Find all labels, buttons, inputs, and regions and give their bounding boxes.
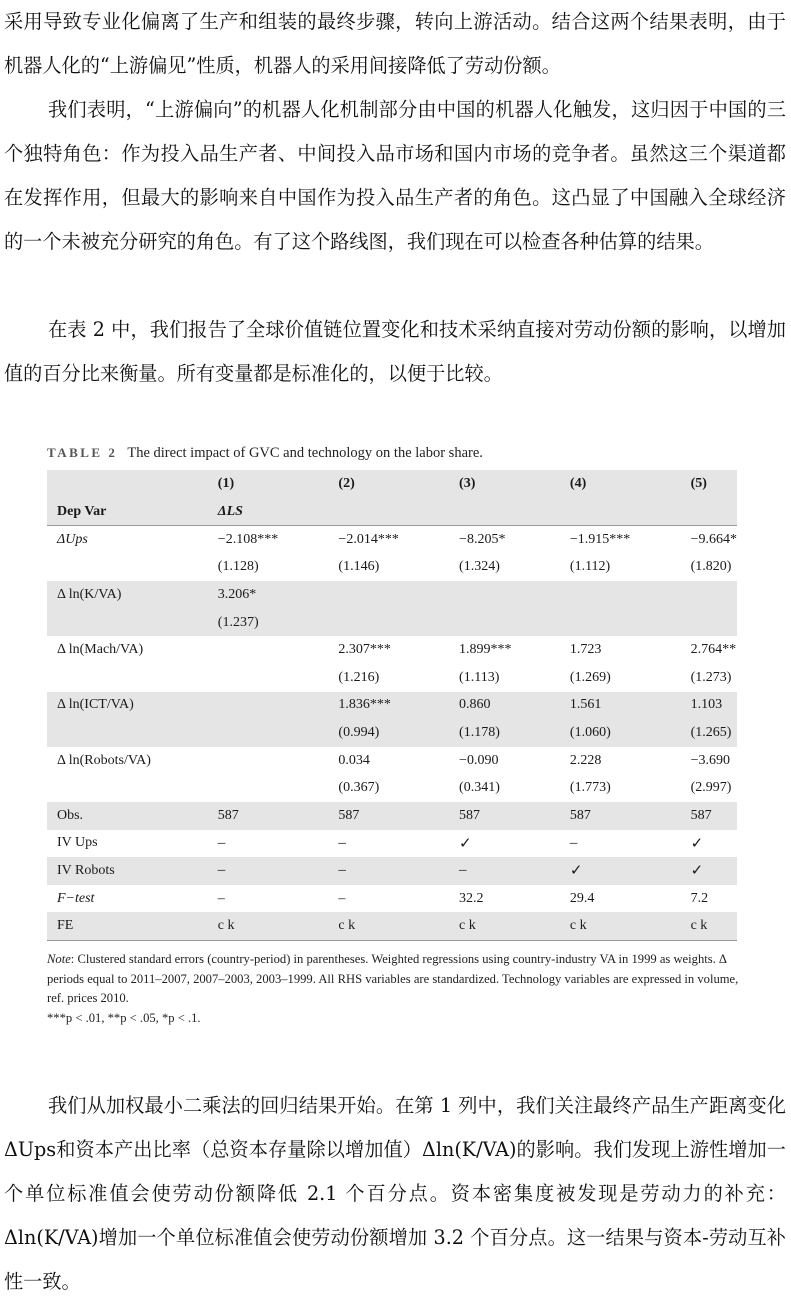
se-cell (449, 609, 560, 637)
row-label: Δ ln(Robots/VA) (57, 752, 151, 768)
table-row (47, 609, 737, 637)
row-label: IV Ups (57, 835, 98, 851)
se-cell (681, 609, 737, 637)
se-cell: (1.146) (338, 559, 380, 575)
table-row (47, 554, 737, 582)
coef-cell: 2.228 (569, 752, 602, 768)
coef-cell: 0.860 (449, 692, 560, 720)
note-lead: Note (47, 952, 71, 966)
coef-cell (681, 581, 737, 609)
se-cell: (1.273) (690, 669, 732, 685)
column-number: (2) (328, 470, 449, 498)
paragraph-2: 我们表明，“上游偏向”的机器人化机制部分由中国的机器人化触发，这归因于中国的三个独特角色：作为投入品生产者、中间投入品市场和国内市场的竞争者。虽然这三个渠道都在发挥作用，但最大的影响来自中国作为投入品生产者的角色。这凸显了中国融入全球经济的一个未被充分研究的角色。有了这个路线图，我们现在可以检查各种估算的结果。 (4, 98, 786, 253)
se-cell (560, 609, 681, 637)
se-cell: (0.341) (459, 780, 500, 796)
paragraph-4: 我们从加权最小二乘法的回归结果开始。在第 1 列中，我们关注最终产品生产距离变化ΔUps和资本产出比率（总资本存量除以增加值）Δln(K/VA)的影响。我们发现上游性增加一个单位标准值会使劳动份额降低 2.1 个百分点。资本密集度被发现是劳动力的补充：Δln(K/VA)增加一个单位标准值会使劳动份额增加 3.2 个百分点。这一结果与资本-劳动互补性一致。 (4, 1094, 786, 1293)
table-caption (47, 445, 747, 462)
indicator-cell: – (208, 857, 329, 885)
coef-cell (208, 692, 329, 720)
empty-header-cell (47, 470, 208, 498)
stat-cell: c k (681, 912, 737, 940)
column-number: (5) (681, 470, 737, 498)
iv-ups-row (47, 830, 737, 858)
dep-var-label: Dep Var (47, 498, 208, 526)
fe-row (47, 912, 737, 940)
column-number: (1) (208, 470, 329, 498)
coef-cell: −8.205* (459, 531, 506, 547)
stat-cell: c k (208, 912, 329, 940)
se-cell: (1.060) (560, 719, 681, 747)
stat-cell: 587 (560, 802, 681, 830)
se-cell: (1.324) (459, 559, 500, 575)
se-cell: (1.113) (459, 669, 500, 685)
se-cell (208, 774, 329, 802)
obs-row (47, 802, 737, 830)
row-label: Obs. (47, 802, 208, 830)
coef-cell (208, 747, 329, 775)
table-row (47, 581, 737, 609)
coef-cell: 1.899*** (459, 642, 512, 658)
coef-cell: 1.836*** (328, 692, 449, 720)
coef-cell (560, 581, 681, 609)
stat-cell: 7.2 (690, 890, 709, 906)
coef-cell: 3.206* (208, 581, 329, 609)
se-cell: (1.773) (569, 780, 611, 796)
coef-cell: −3.690 (690, 752, 730, 768)
stat-cell: 587 (328, 802, 449, 830)
dep-var-value: ΔLS (208, 498, 329, 526)
dep-var-row (47, 498, 737, 526)
indicator-cell: – (569, 834, 578, 851)
indicator-cell: – (217, 834, 226, 851)
se-cell: (1.820) (690, 559, 732, 575)
coef-cell: 1.723 (569, 642, 602, 658)
paragraph-3: 在表 2 中，我们报告了全球价值链位置变化和技术采纳直接对劳动份额的影响，以增加值的百分比来衡量。所有变量都是标准化的，以便于比较。 (4, 318, 786, 385)
se-cell: (1.112) (569, 559, 611, 575)
coef-cell: 0.034 (338, 752, 370, 768)
check-icon: ✓ (560, 857, 681, 885)
check-icon: ✓ (681, 857, 737, 885)
se-cell (208, 719, 329, 747)
coef-cell: −0.090 (459, 752, 499, 768)
stat-cell: 32.2 (459, 890, 484, 906)
se-cell: (0.367) (338, 780, 380, 796)
se-cell (208, 664, 329, 692)
row-label: FE (47, 912, 208, 940)
table-row (47, 692, 737, 720)
significance-legend: ***p < .01, **p < .05, *p < .1. (47, 1010, 201, 1025)
indicator-cell: – (449, 857, 560, 885)
coef-cell: 2.764** (690, 642, 737, 658)
stat-cell: 587 (208, 802, 329, 830)
f-test-row (47, 885, 737, 913)
se-cell: (1.216) (338, 669, 380, 685)
table-row (47, 526, 737, 554)
column-number: (4) (560, 470, 681, 498)
stat-cell: c k (560, 912, 681, 940)
table-tag: TABLE 2 (47, 445, 118, 460)
row-label: F−test (57, 890, 95, 906)
indicator-cell: – (338, 834, 346, 851)
coef-cell (208, 636, 329, 664)
coef-cell: −1.915*** (569, 531, 631, 547)
se-cell: (0.994) (328, 719, 449, 747)
stat-cell: 29.4 (569, 890, 595, 906)
coef-cell: −9.664* (690, 531, 737, 547)
indicator-cell: – (328, 857, 449, 885)
note-text: : Clustered standard errors (country-period) in parentheses. Weighted regressions using country-industry VA in 1999 as weights. Δ periods equal to 2011–2007, 2007–2003, 2003–1999. All RHS variables are standardized. Technology variables are expressed in volume, ref. prices 2010. (47, 952, 739, 1005)
se-cell: (1.128) (217, 559, 259, 575)
se-cell (328, 609, 449, 637)
regression-table (47, 470, 737, 941)
coef-cell (328, 581, 449, 609)
stat-cell: c k (449, 912, 560, 940)
table-row (47, 636, 737, 664)
row-label: IV Robots (47, 857, 208, 885)
stat-cell: 587 (681, 802, 737, 830)
check-icon: ✓ (459, 835, 472, 852)
table-row (47, 719, 737, 747)
stat-cell: – (338, 890, 346, 906)
iv-robots-row (47, 857, 737, 885)
coef-cell: 1.103 (681, 692, 737, 720)
column-number: (3) (449, 470, 560, 498)
se-cell: (1.265) (681, 719, 737, 747)
table-row (47, 747, 737, 775)
coef-cell: −2.014*** (338, 531, 399, 547)
coef-cell: −2.108*** (217, 531, 279, 547)
stat-cell: 587 (449, 802, 560, 830)
check-icon: ✓ (690, 835, 704, 852)
se-cell: (1.237) (208, 609, 329, 637)
coef-cell (449, 581, 560, 609)
se-cell: (1.269) (569, 669, 611, 685)
row-label: Δ ln(Mach/VA) (57, 642, 144, 658)
table-row (47, 664, 737, 692)
se-cell: (2.997) (690, 780, 732, 796)
row-label: Δ ln(K/VA) (47, 581, 208, 609)
se-cell: (1.178) (449, 719, 560, 747)
coef-cell: 2.307*** (338, 642, 391, 658)
stat-cell: c k (328, 912, 449, 940)
row-label: ΔUps (57, 531, 88, 547)
table-row (47, 774, 737, 802)
paragraph-1: 采用导致专业化偏离了生产和组装的最终步骤，转向上游活动。结合这两个结果表明，由于机器人化的“上游偏见”性质，机器人的采用间接降低了劳动份额。 (4, 10, 786, 77)
row-label: Δ ln(ICT/VA) (47, 692, 208, 720)
stat-cell: – (217, 890, 225, 906)
column-number-row (47, 470, 737, 498)
table-title: The direct impact of GVC and technology on the labor share. (127, 445, 483, 461)
coef-cell: 1.561 (560, 692, 681, 720)
table-note (47, 950, 747, 1028)
